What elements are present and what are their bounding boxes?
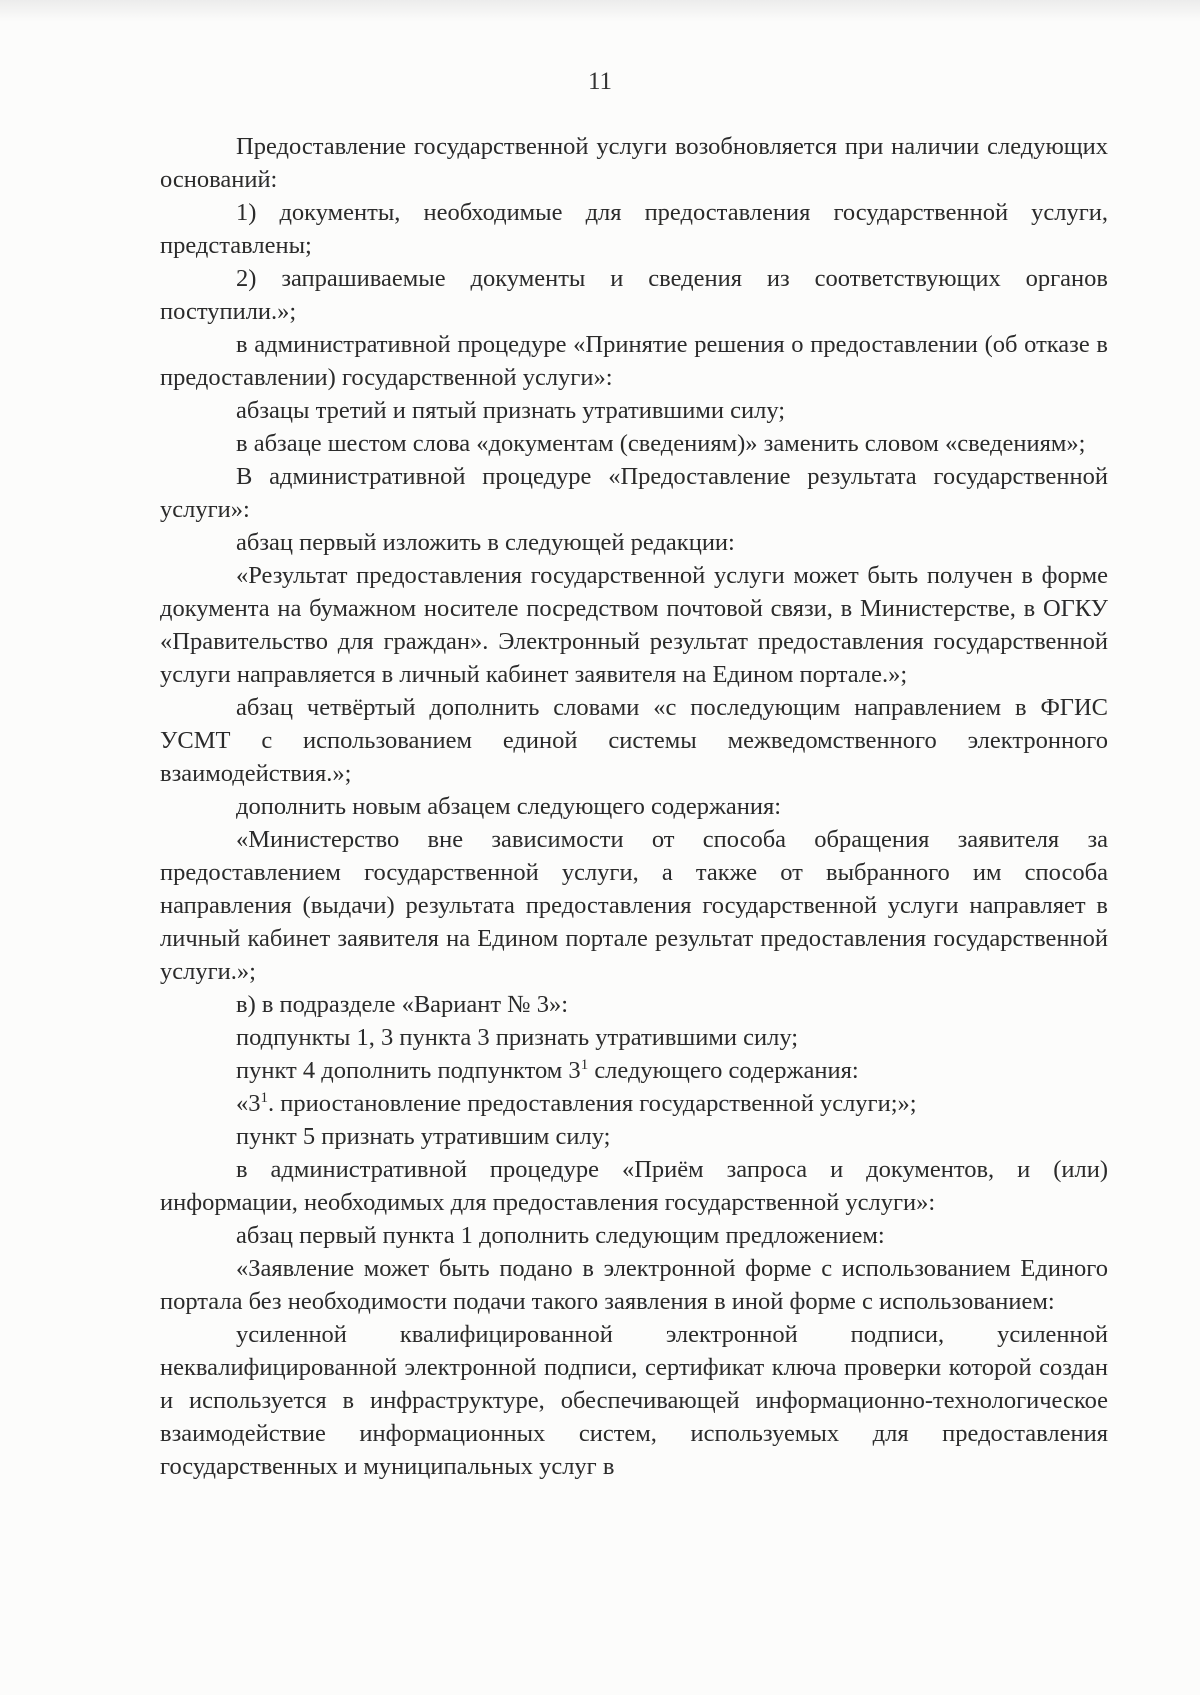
text: следующего содержания: (588, 1057, 859, 1084)
text: «3 (236, 1090, 261, 1117)
paragraph: абзац четвёртый дополнить словами «с последующим направлением в ФГИС УСМТ с использованием единой системы межведомственного электронного взаимодействия.»; (160, 694, 1108, 787)
paragraph-with-superscript (160, 1054, 1108, 1087)
paragraph: подпункты 1, 3 пункта 3 признать утратившими силу; (236, 1024, 799, 1051)
paragraph: «Заявление может быть подано в электронной форме с использованием Единого портала без необходимости подачи такого заявления в иной форме с использованием: (160, 1255, 1108, 1315)
paragraph-with-superscript (160, 1087, 1108, 1120)
text: пункт 4 дополнить подпунктом 3 (236, 1057, 581, 1084)
page-number: 11 (587, 68, 613, 95)
paragraph: в административной процедуре «Приём запроса и документов, и (или) информации, необходимых для предоставления государственной услуги»: (160, 1156, 1108, 1216)
paragraph: дополнить новым абзацем следующего содержания: (236, 793, 782, 820)
paragraph: 1) документы, необходимые для предоставления государственной услуги, представлены; (160, 199, 1108, 259)
paragraph: абзацы третий и пятый признать утратившими силу; (236, 397, 786, 424)
paragraph: в абзаце шестом слова «документам (сведениям)» заменить словом «сведениям»; (236, 430, 1086, 457)
paragraph: в) в подразделе «Вариант № 3»: (236, 991, 569, 1018)
paragraph: абзац первый пункта 1 дополнить следующим предложением: (236, 1222, 885, 1249)
text: . приостановление предоставления государственной услуги;»; (268, 1090, 917, 1117)
paragraph: усиленной квалифицированной электронной подписи, усиленной неквалифицированной электронной подписи, сертификат ключа проверки которой создан и используется в инфраструктуре, обеспечивающей информационно-технологическое взаимодействие информационных систем, используемых для предоставления государственных и муниципальных услуг в (160, 1321, 1108, 1480)
paragraph: в административной процедуре «Принятие решения о предоставлении (об отказе в предоставлении) государственной услуги»: (160, 331, 1108, 391)
superscript: 1 (260, 1089, 268, 1106)
document-body (160, 130, 1108, 1483)
scan-edge-shadow (0, 0, 1200, 22)
paragraph: абзац первый изложить в следующей редакции: (236, 529, 735, 556)
paragraph: 2) запрашиваемые документы и сведения из соответствующих органов поступили.»; (160, 265, 1108, 325)
paragraph: пункт 5 признать утратившим силу; (236, 1123, 611, 1150)
paragraph: «Министерство вне зависимости от способа обращения заявителя за предоставлением государственной услуги, а также от выбранного им способа направления (выдачи) результата предоставления государственной услуги направляет в личный кабинет заявителя на Едином портале результат предоставления государственной услуги.»; (160, 826, 1108, 985)
paragraph: «Результат предоставления государственной услуги может быть получен в форме документа на бумажном носителе посредством почтовой связи, в Министерстве, в ОГКУ «Правительство для граждан». Электронный результат предоставления государственной услуги направляется в личный кабинет заявителя на Едином портале.»; (160, 562, 1108, 688)
paragraph: В административной процедуре «Предоставление результата государственной услуги»: (160, 463, 1108, 523)
superscript: 1 (580, 1056, 589, 1073)
paragraph: Предоставление государственной услуги возобновляется при наличии следующих оснований: (160, 133, 1108, 193)
